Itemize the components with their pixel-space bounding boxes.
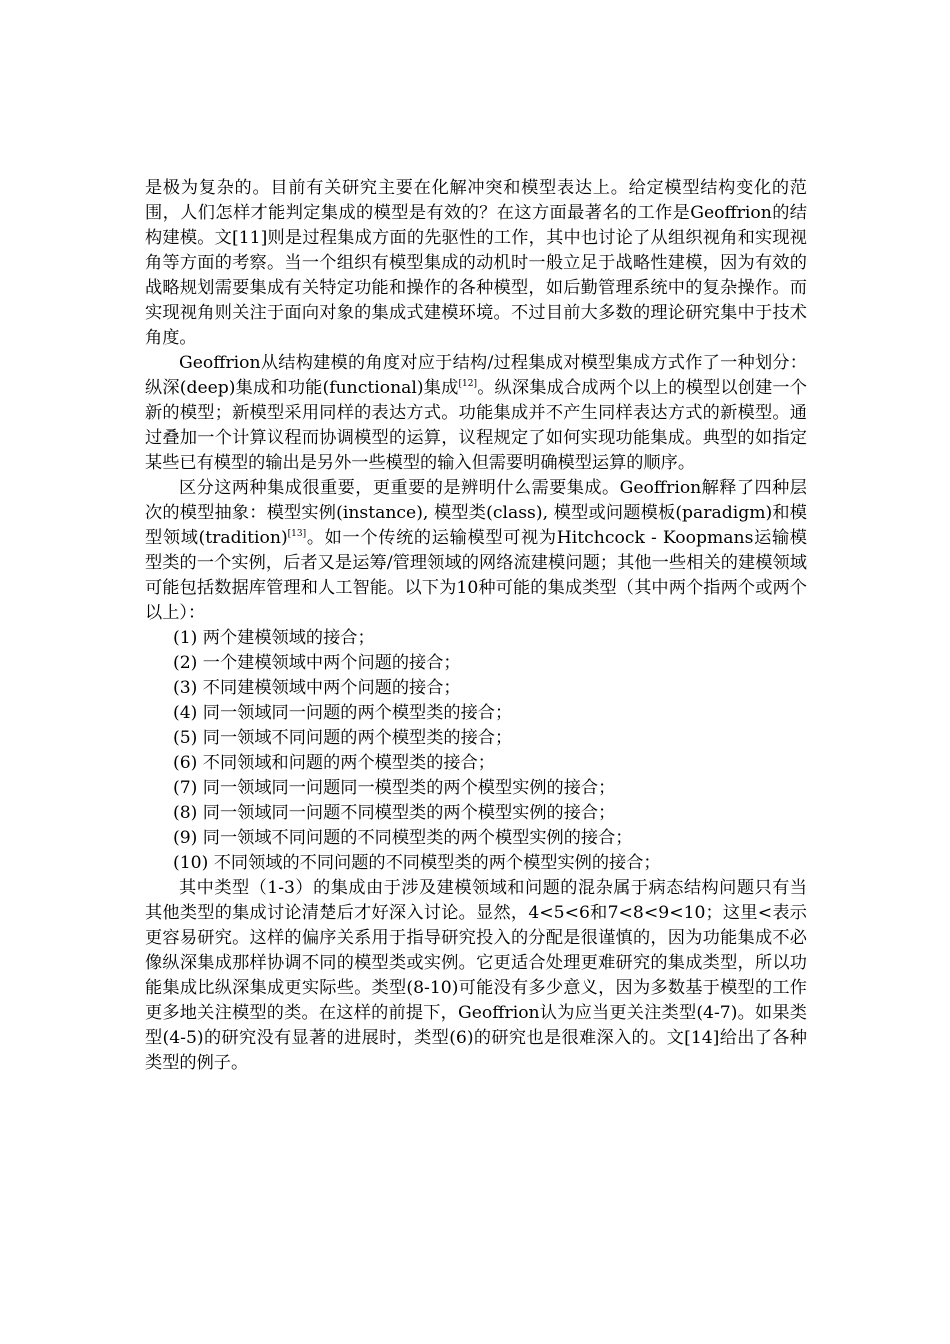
citation-12: [12] [458, 379, 478, 389]
paragraph-3 [145, 476, 807, 626]
paragraph-4: 其中类型（1-3）的集成由于涉及建模领域和问题的混杂属于病态结构问题只有当其他类型的集成讨论清楚后才好深入讨论。显然，4<5<6和7<8<9<10；这里<表示更容易研究。这样的偏序关系用于指导研究投入的分配是很谨慎的，因为功能集成不必像纵深集成那样协调不同的模型类或实例。它更适合处理更难研究的集成类型，所以功能集成比纵深集成更实际些。类型(8-10)可能没有多少意义，因为多数基于模型的工作更多地关注模型的类。在这样的前提下，Geoffrion认为应当更关注类型(4-7)。如果类型(4-5)的研究没有显著的进展时，类型(6)的研究也是很难深入的。文[14]给出了各种类型的例子。 [145, 878, 807, 1073]
citation-13: [13] [287, 529, 307, 539]
list-item: (9) 同一领域不同问题的不同模型类的两个模型实例的接合； [173, 828, 633, 848]
paragraph-3-text-b: 。如一个传统的运输模型可视为Hitchcock - Koopmans运输模型类的一个实例，后者又是运筹/管理领域的网络流建模问题；其他一些相关的建模领域可能包括数据库管理和人工智能。以下为10种可能的集成类型（其中两个指两个或两个以上）： [145, 528, 807, 623]
paragraph-1: 是极为复杂的。目前有关研究主要在化解冲突和模型表达上。给定模型结构变化的范围，人们怎样才能判定集成的模型是有效的？在这方面最著名的工作是Geoffrion的结构建模。文[11]则是过程集成方面的先驱性的工作，其中也讨论了从组织视角和实现视角等方面的考察。当一个组织有模型集成的动机时一般立足于战略性建模，因为有效的战略规划需要集成有关特定功能和操作的各种模型，如后勤管理系统中的复杂操作。而实现视角则关注于面向对象的集成式建模环境。不过目前大多数的理论研究集中于技术角度。 [145, 178, 807, 348]
paragraph-2-text-b: 。纵深集成合成两个以上的模型以创建一个新的模型；新模型采用同样的表达方式。功能集成并不产生同样表达方式的新模型。通过叠加一个计算议程而协调模型的运算，议程规定了如何实现功能集成。典型的如指定某些已有模型的输出是另外一些模型的输入但需要明确模型运算的顺序。 [145, 378, 807, 473]
paragraph-2 [145, 351, 807, 476]
list-item: (6) 不同领域和问题的两个模型类的接合； [173, 753, 495, 773]
list-item: (7) 同一领域同一问题同一模型类的两个模型实例的接合； [173, 778, 616, 798]
paragraph-2-text-a: Geoffrion从结构建模的角度对应于结构/过程集成对模型集成方式作了一种划分：纵深(deep)集成和功能(functional)集成 [145, 353, 807, 398]
list-item: (2) 一个建模领域中两个问题的接合； [173, 653, 461, 673]
list-item: (5) 同一领域不同问题的两个模型类的接合； [173, 728, 513, 748]
list-item: (3) 不同建模领域中两个问题的接合； [173, 678, 461, 698]
list-item: (4) 同一领域同一问题的两个模型类的接合； [173, 703, 513, 723]
list-item: (1) 两个建模领域的接合； [173, 628, 375, 648]
paragraph-3-text-a: 区分这两种集成很重要，更重要的是辨明什么需要集成。Geoffrion解释了四种层次的模型抽象：模型实例(instance), 模型类(class), 模型或问题模板(paradigm)和模型领域(tradition) [145, 478, 807, 548]
integration-type-list [145, 626, 807, 876]
list-item: (8) 同一领域同一问题不同模型类的两个模型实例的接合； [173, 803, 616, 823]
document-body [145, 176, 807, 1076]
list-item: (10) 不同领域的不同问题的不同模型类的两个模型实例的接合； [173, 853, 661, 873]
